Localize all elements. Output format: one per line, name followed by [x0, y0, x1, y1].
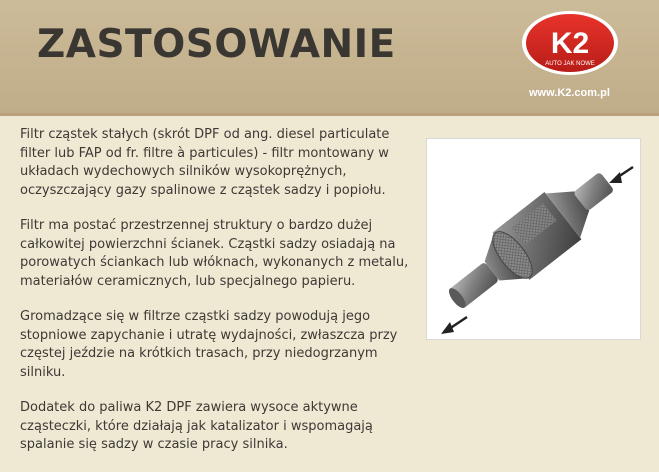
- website-url[interactable]: www.K2.com.pl: [529, 87, 610, 99]
- paragraph: Filtr cząstek stałych (skrót DPF od ang. diesel particulate filter lub FAP od fr. filtre à particules) - filtr montowany w układach wydechowych silników wysokoprężnych, oczyszczający gazy spalinowe z cząstek sadzy i popiołu.: [20, 127, 390, 198]
- paragraph: Filtr ma postać przestrzennej struktury o bardzo dużej całkowitej powierzchni ścianek. Cząstki sadzy osiadają na porowatych ściankach lub włóknach, wykonanych z metalu, materiałów ceramicznych, lub specjalnego papieru.: [20, 218, 409, 289]
- dpf-illustration: [426, 138, 641, 340]
- paragraph: Dodatek do paliwa K2 DPF zawiera wysoce aktywne cząsteczki, które działają jak katalizator i wspomagają spalanie się sadzy w czasie pracy silnika.: [20, 400, 373, 452]
- paragraph: Gromadzące się w filtrze cząstki sadzy powodują jego stopniowe zapychanie i utratę wydajności, zwłaszcza przy częstej jeździe na krótkich trasach, przy niedogrzanym silniku.: [20, 309, 398, 380]
- description-text: [20, 126, 412, 472]
- dpf-filter-icon: [427, 139, 640, 339]
- header-banner: [0, 0, 659, 116]
- inlet-arrow-icon: [609, 167, 633, 183]
- logo-wordmark: K2: [550, 27, 590, 60]
- k2-logo: [520, 9, 620, 79]
- outlet-arrow-icon: [441, 317, 467, 334]
- page-title: ZASTOSOWANIE: [37, 22, 396, 67]
- logo-tagline: AUTO JAK NOWE: [545, 61, 595, 67]
